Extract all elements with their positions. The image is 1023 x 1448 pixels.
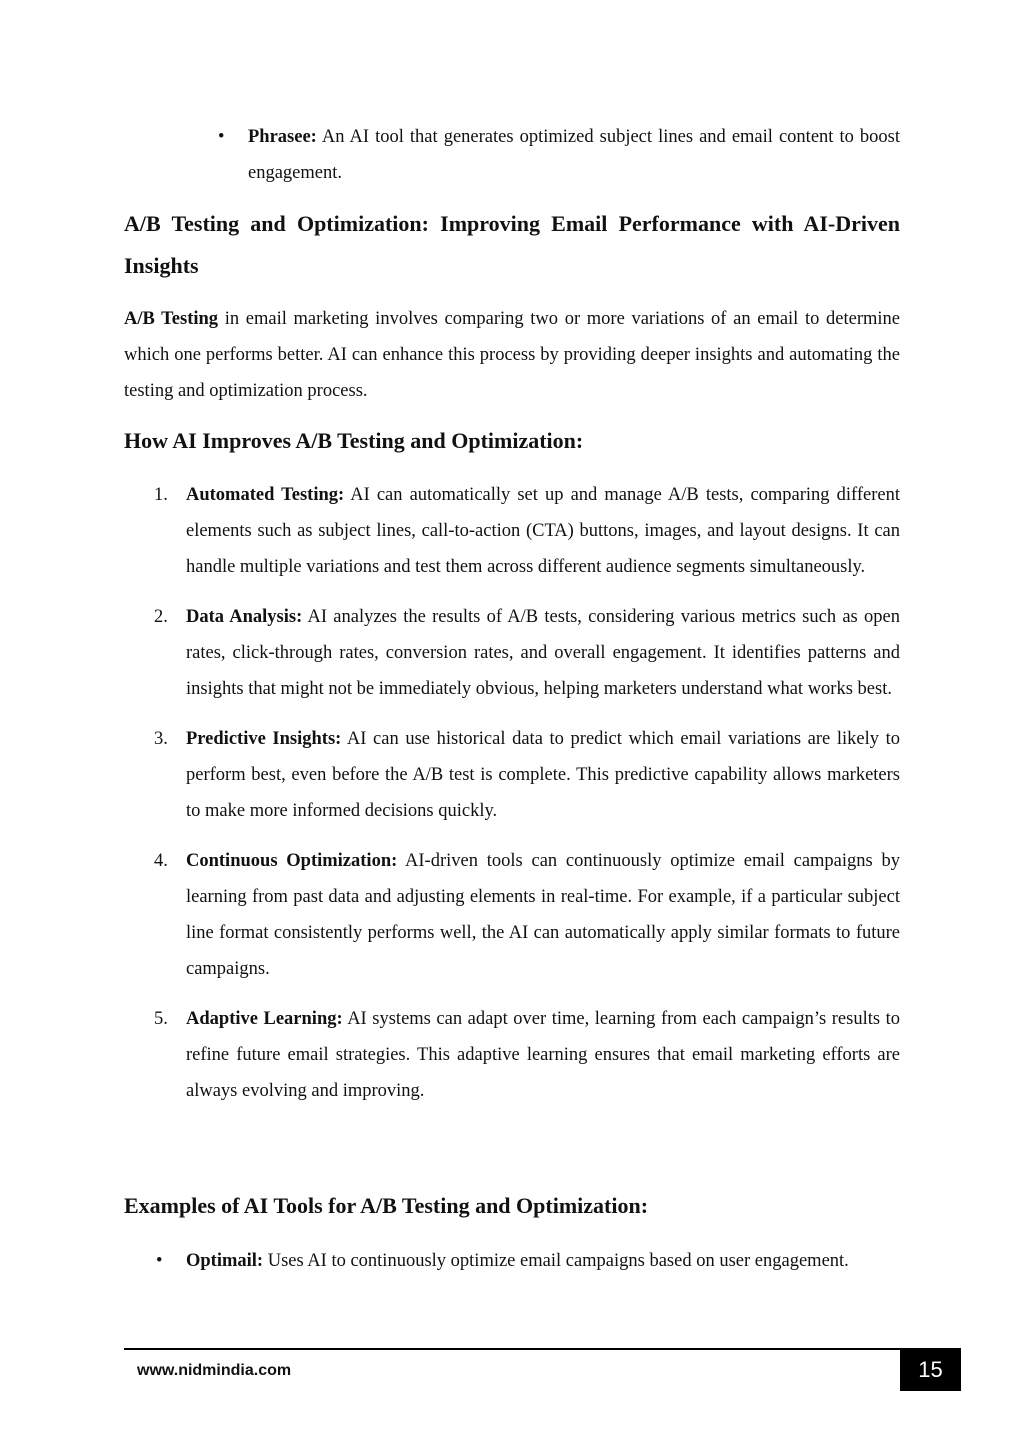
examples-heading: Examples of AI Tools for A/B Testing and Optimization:	[124, 1193, 649, 1218]
footer-rule	[124, 1348, 900, 1350]
bullet-dot: •	[218, 127, 225, 147]
bullet-dot: •	[156, 1251, 163, 1271]
list-number: 3.	[154, 729, 168, 749]
list-item: 4. Continuous Optimization: AI-driven tools can continuously optimize email campaigns by learning from past data and adjusting elements in real-time. For example, if a particular subject line format consistently performs well, the AI can automatically apply similar formats to future campaigns.	[124, 843, 900, 987]
how-heading: How AI Improves A/B Testing and Optimization:	[124, 428, 584, 453]
optimail-bullet	[156, 1243, 900, 1279]
list-term: Automated Testing:	[186, 485, 345, 505]
page-number: 15	[918, 1356, 943, 1382]
section-heading: A/B Testing and Optimization: Improving Email Performance with AI-Driven Insights	[124, 211, 900, 278]
page-number-box	[900, 1348, 961, 1391]
list-number: 2.	[154, 607, 168, 627]
list-number: 5.	[154, 1009, 168, 1029]
list-item: 3. Predictive Insights: AI can use historical data to predict which email variations are likely to perform best, even before the A/B test is complete. This predictive capability allows marketers to make more informed decisions quickly.	[124, 721, 900, 829]
list-item: 5. Adaptive Learning: AI systems can adapt over time, learning from each campaign’s results to refine future email strategies. This adaptive learning ensures that email marketing efforts are always evolving and improving.	[124, 1001, 900, 1109]
bullet-text: Optimail: Uses AI to continuously optimize email campaigns based on user engagement.	[186, 1251, 849, 1271]
bullet-term: Phrasee:	[248, 127, 317, 147]
bullet-term: Optimail:	[186, 1251, 264, 1271]
list-term: Adaptive Learning:	[186, 1009, 343, 1029]
footer-url: www.nidmindia.com	[137, 1362, 292, 1379]
phrasee-bullet	[218, 119, 900, 191]
intro-term: A/B Testing	[124, 309, 219, 329]
list-number: 1.	[154, 485, 168, 505]
list-term: Data Analysis:	[186, 607, 303, 627]
list-term: Predictive Insights:	[186, 729, 342, 749]
list-item: 1. Automated Testing: AI can automatically set up and manage A/B tests, comparing different elements such as subject lines, call-to-action (CTA) buttons, images, and layout designs. It can handle multiple variations and test them across different audience segments simultaneously.	[124, 477, 900, 585]
list-number: 4.	[154, 851, 168, 871]
bullet-text: Phrasee: An AI tool that generates optimized subject lines and email content to boost engagement.	[248, 127, 900, 183]
list-term: Continuous Optimization:	[186, 851, 398, 871]
intro-paragraph: A/B Testing in email marketing involves comparing two or more variations of an email to determine which one performs better. AI can enhance this process by providing deeper insights and automating the testing and optimization process.	[124, 309, 900, 401]
numbered-list	[124, 477, 900, 1123]
list-item: 2. Data Analysis: AI analyzes the results of A/B tests, considering various metrics such as open rates, click-through rates, conversion rates, and overall engagement. It identifies patterns and insights that might not be immediately obvious, helping marketers understand what works best.	[124, 599, 900, 707]
